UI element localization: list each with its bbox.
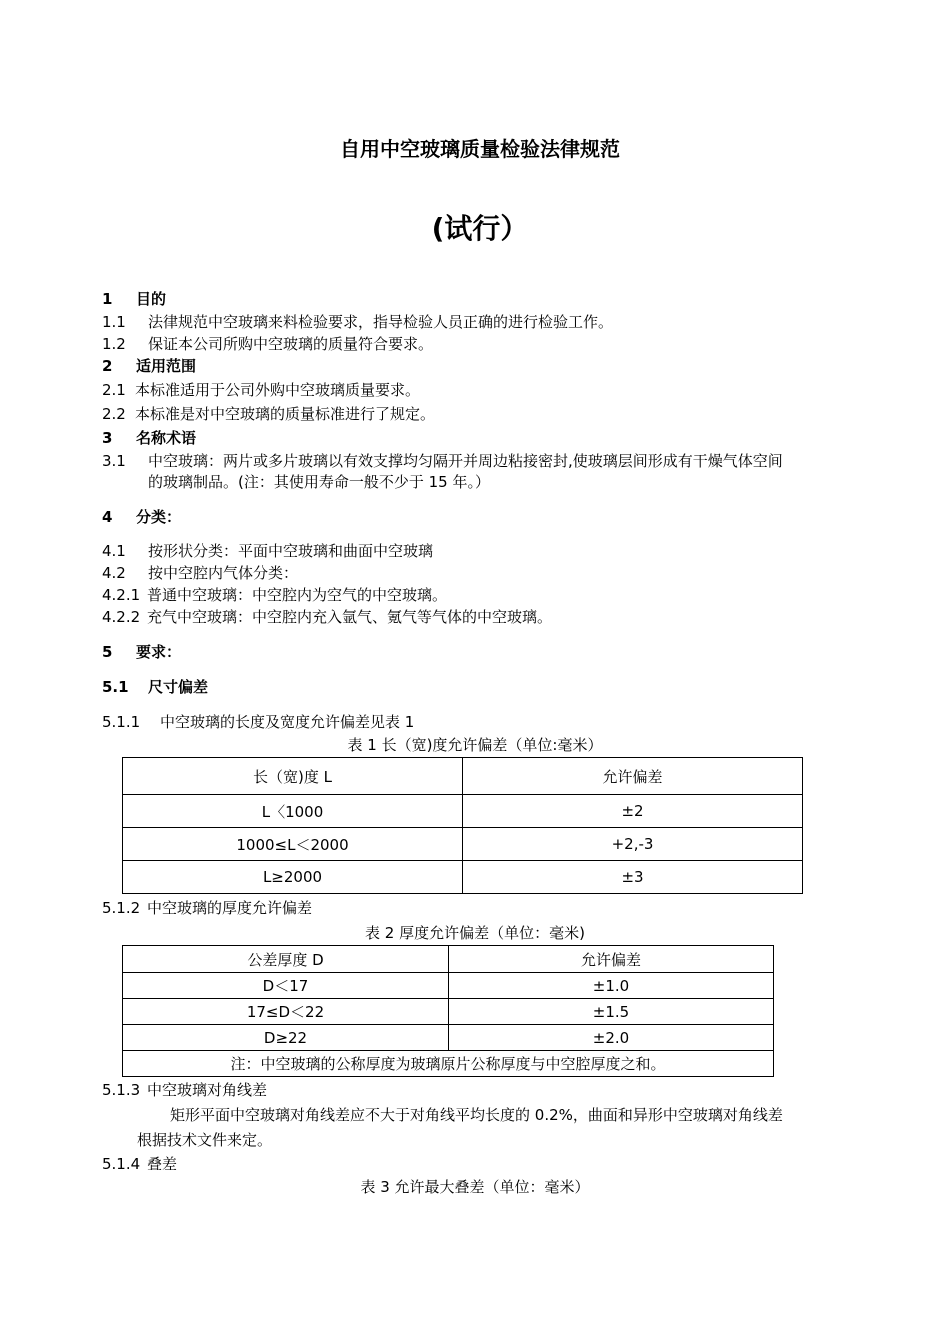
table-row xyxy=(123,1025,774,1051)
item-1-2 xyxy=(102,333,433,355)
item-2-1 xyxy=(102,379,420,401)
item-number: 4.2 xyxy=(102,564,126,582)
table-1 xyxy=(122,757,803,894)
item-text: 本标准适用于公司外购中空玻璃质量要求。 xyxy=(135,381,421,399)
section-2 xyxy=(102,355,196,377)
item-number: 4.1 xyxy=(102,542,126,560)
table-header-row xyxy=(123,946,774,973)
item-number: 2.1 xyxy=(102,381,126,399)
section-heading: 尺寸偏差 xyxy=(148,678,209,696)
item-text: 普通中空玻璃：中空腔内为空气的中空玻璃。 xyxy=(147,586,448,604)
item-text: 中空玻璃对角线差 xyxy=(147,1081,268,1099)
item-4-2 xyxy=(102,562,298,584)
item-text: 充气中空玻璃：中空腔内充入氩气、氪气等气体的中空玻璃。 xyxy=(147,608,553,626)
paragraph-5-1-3-line2: 根据技术文件来定。 xyxy=(137,1131,273,1149)
section-number: 5 xyxy=(102,643,113,661)
item-text: 法律规范中空玻璃来料检验要求，指导检验人员正确的进行检验工作。 xyxy=(148,313,614,331)
table-cell: ±1.5 xyxy=(449,999,774,1025)
section-1 xyxy=(102,288,166,310)
document-title: 自用中空玻璃质量检验法律规范 xyxy=(340,137,620,161)
section-3 xyxy=(102,427,196,449)
table-cell: +2,-3 xyxy=(463,828,803,861)
section-number: 4 xyxy=(102,508,113,526)
section-heading: 适用范围 xyxy=(136,357,197,375)
item-number: 1.1 xyxy=(102,313,126,331)
item-4-2-2 xyxy=(102,606,552,628)
table-cell: 1000≤L＜2000 xyxy=(123,828,463,861)
table-cell: D＜17 xyxy=(123,973,449,999)
item-3-1-continued: 的玻璃制品。(注：其使用寿命一般不少于 15 年。） xyxy=(148,473,490,491)
item-number: 5.1.3 xyxy=(102,1081,141,1099)
table-2-caption: 表 2 厚度允许偏差（单位：毫米) xyxy=(365,924,585,942)
table-cell: D≥22 xyxy=(123,1025,449,1051)
item-2-2 xyxy=(102,403,435,425)
table-cell: ±2 xyxy=(463,795,803,828)
table-note-row xyxy=(123,1051,774,1077)
table-cell: 17≤D＜22 xyxy=(123,999,449,1025)
table-cell: ±2.0 xyxy=(449,1025,774,1051)
table-cell: ±3 xyxy=(463,861,803,894)
table-cell: L≥2000 xyxy=(123,861,463,894)
section-number: 3 xyxy=(102,429,113,447)
item-5-1-4 xyxy=(102,1153,177,1175)
item-number: 5.1.1 xyxy=(102,713,141,731)
table-cell: ±1.0 xyxy=(449,973,774,999)
item-text: 本标准是对中空玻璃的质量标准进行了规定。 xyxy=(135,405,436,423)
section-number: 2 xyxy=(102,357,113,375)
table-header-cell: 允许偏差 xyxy=(449,946,774,973)
item-text: 叠差 xyxy=(147,1155,178,1173)
table-row xyxy=(123,828,803,861)
item-number: 5.1.4 xyxy=(102,1155,141,1173)
table-3-caption: 表 3 允许最大叠差（单位：毫米） xyxy=(360,1178,590,1196)
item-text: 中空玻璃的厚度允许偏差 xyxy=(147,899,313,917)
item-number: 4.2.1 xyxy=(102,586,141,604)
section-5-1 xyxy=(102,676,208,698)
item-text: 中空玻璃的长度及宽度允许偏差见表 1 xyxy=(160,713,415,731)
paragraph-5-1-3-line1: 矩形平面中空玻璃对角线差应不大于对角线平均长度的 0.2%，曲面和异形中空玻璃对角线差 xyxy=(170,1106,783,1124)
section-heading: 要求： xyxy=(136,643,182,661)
table-1-caption: 表 1 长（宽)度允许偏差（单位:毫米） xyxy=(347,736,603,754)
item-3-1 xyxy=(102,450,783,472)
table-header-cell: 允许偏差 xyxy=(463,758,803,795)
item-number: 4.2.2 xyxy=(102,608,141,626)
item-number: 3.1 xyxy=(102,452,126,470)
item-4-1 xyxy=(102,540,433,562)
section-5 xyxy=(102,641,181,663)
section-4 xyxy=(102,506,181,528)
item-4-2-1 xyxy=(102,584,447,606)
table-row xyxy=(123,861,803,894)
section-heading: 目的 xyxy=(136,290,167,308)
table-header-cell: 公差厚度 D xyxy=(123,946,449,973)
item-text: 中空玻璃：两片或多片玻璃以有效支撑均匀隔开并周边粘接密封,使玻璃层间形成有干燥气体空间 xyxy=(148,452,783,470)
section-number: 5.1 xyxy=(102,678,129,696)
item-5-1-1 xyxy=(102,711,414,733)
section-number: 1 xyxy=(102,290,113,308)
item-number: 2.2 xyxy=(102,405,126,423)
item-5-1-3 xyxy=(102,1079,267,1101)
table-cell: L〈1000 xyxy=(123,795,463,828)
section-heading: 名称术语 xyxy=(136,429,197,447)
table-header-cell: 长（宽)度 L xyxy=(123,758,463,795)
item-text: 按形状分类：平面中空玻璃和曲面中空玻璃 xyxy=(148,542,434,560)
document-subtitle: (试行） xyxy=(431,212,529,245)
table-header-row xyxy=(123,758,803,795)
table-2 xyxy=(122,945,774,1077)
item-number: 5.1.2 xyxy=(102,899,141,917)
item-number: 1.2 xyxy=(102,335,126,353)
item-text: 保证本公司所购中空玻璃的质量符合要求。 xyxy=(148,335,434,353)
table-row xyxy=(123,999,774,1025)
table-note: 注：中空玻璃的公称厚度为玻璃原片公称厚度与中空腔厚度之和。 xyxy=(123,1051,774,1077)
item-5-1-2 xyxy=(102,897,312,919)
item-1-1 xyxy=(102,311,613,333)
table-row xyxy=(123,973,774,999)
table-row xyxy=(123,795,803,828)
section-heading: 分类： xyxy=(136,508,182,526)
item-text: 按中空腔内气体分类： xyxy=(148,564,299,582)
